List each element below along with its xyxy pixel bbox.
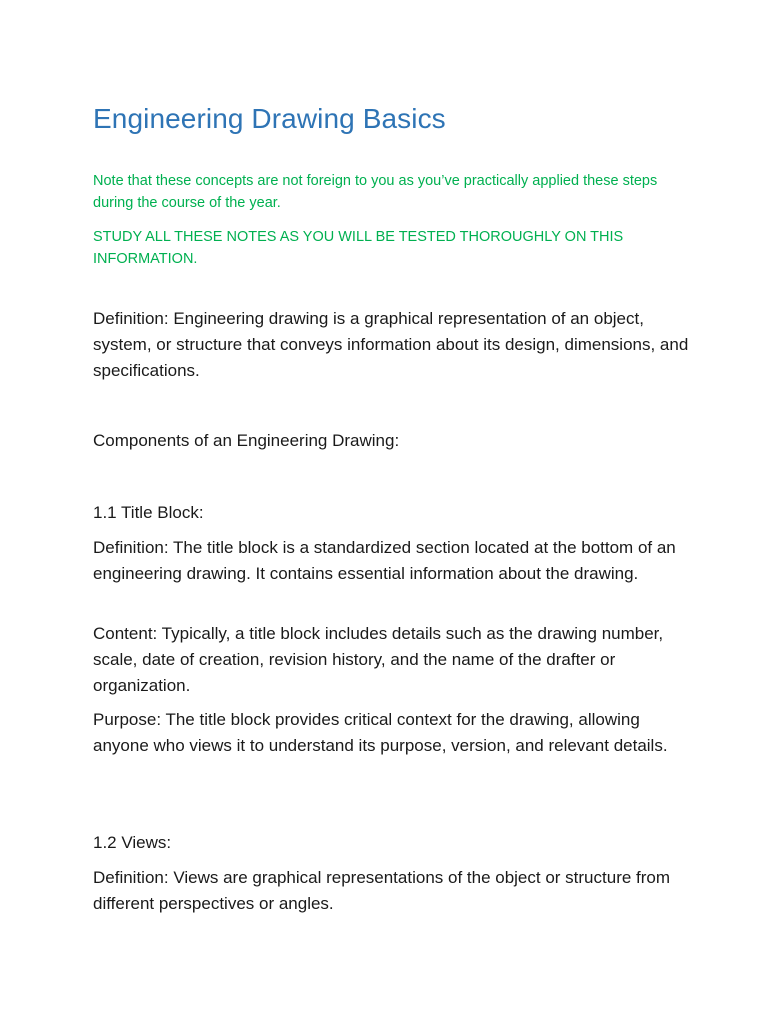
section-heading-title-block: 1.1 Title Block: bbox=[93, 503, 204, 522]
title-block-content: Content: Typically, a title block includes details such as the drawing number, scale, date of creation, revision history, and the name of the drafter or organization. bbox=[93, 624, 664, 695]
green-note: Note that these concepts are not foreign to you as you’ve practically applied these steps during the course of the year. bbox=[93, 173, 658, 211]
components-heading: Components of an Engineering Drawing: bbox=[93, 431, 400, 450]
section-heading-views: 1.2 Views: bbox=[93, 833, 172, 852]
title-block-purpose: Purpose: The title block provides critical context for the drawing, allowing anyone who views it to understand its purpose, version, and relevant details. bbox=[93, 710, 668, 755]
views-definition: Definition: Views are graphical representations of the object or structure from different perspectives or angles. bbox=[93, 868, 671, 913]
green-warning-note: STUDY ALL THESE NOTES AS YOU WILL BE TESTED THOROUGHLY ON THIS INFORMATION. bbox=[93, 229, 624, 267]
page-title: Engineering Drawing Basics bbox=[93, 103, 446, 134]
definition-paragraph: Definition: Engineering drawing is a graphical representation of an object, system, or structure that conveys information about its design, dimensions, and specifications. bbox=[93, 309, 689, 380]
title-block-definition: Definition: The title block is a standardized section located at the bottom of an engineering drawing. It contains essential information about the drawing. bbox=[93, 538, 676, 583]
